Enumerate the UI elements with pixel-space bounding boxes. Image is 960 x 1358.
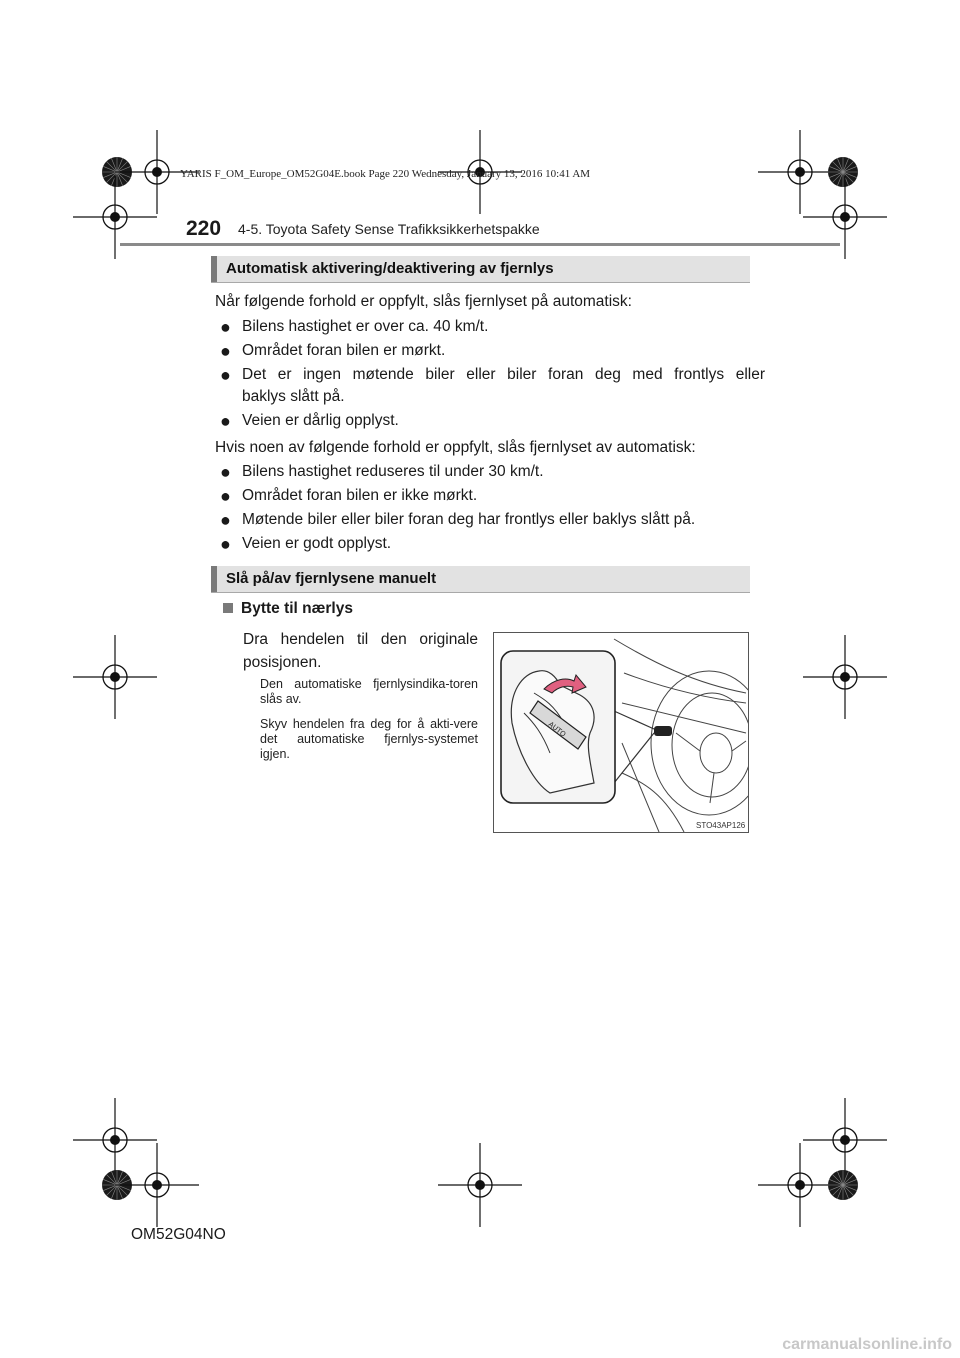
bullet-dot-icon: ● [220, 486, 231, 506]
instruction: Dra hendelen til den originale posisjonen. [243, 631, 478, 671]
registration-crosshair-icon [803, 1098, 887, 1182]
list-item-text: Veien er dårlig opplyst. [242, 412, 399, 429]
bullet-dot-icon: ● [220, 411, 231, 431]
registration-crosshair-icon [73, 175, 157, 259]
section-title: Slå på/av fjernlysene manuelt [226, 570, 437, 587]
bullet-dot-icon: ● [220, 317, 231, 337]
section-heading-manual [211, 566, 750, 593]
registration-crosshair-icon [115, 1143, 199, 1227]
registration-crosshair-icon [803, 175, 887, 259]
list-item-text: baklys slått på. [242, 388, 345, 405]
running-header: 4-5. Toyota Safety Sense Trafikksikkerhetspakke [238, 221, 540, 237]
section-heading-auto [211, 256, 750, 283]
watermark: carmanualsonline.info [782, 1336, 952, 1353]
starburst-mark-icon [828, 1170, 858, 1200]
list-item-text: Bilens hastighet reduseres til under 30 km/t. [242, 463, 544, 480]
page-number: 220 [186, 217, 222, 240]
section-title: Automatisk aktivering/deaktivering av fjernlys [226, 260, 554, 277]
section-accent [211, 566, 217, 592]
list-item-text: Det er ingen møtende biler eller biler foran deg med frontlys eller [242, 366, 765, 383]
intro-off: Hvis noen av følgende forhold er oppfylt, slås fjernlyset av automatisk: [215, 439, 696, 456]
lever-drawing [494, 633, 748, 832]
registration-crosshair-icon [73, 635, 157, 719]
bullet-dot-icon: ● [220, 341, 231, 361]
lever-label: AUTO [546, 720, 568, 739]
starburst-mark-icon [828, 157, 858, 187]
bullet-dot-icon: ● [220, 365, 231, 385]
section-accent [211, 256, 217, 282]
list-item-text: Området foran bilen er ikke mørkt. [242, 487, 478, 504]
subheading [223, 600, 353, 618]
bullet-dot-icon: ● [220, 510, 231, 530]
subheading-text: Bytte til nærlys [241, 600, 353, 617]
header-rule [120, 243, 840, 246]
note: Skyv hendelen fra deg for å akti-vere det automatiske fjernlys-systemet igjen. [260, 717, 478, 761]
footer-code: OM52G04NO [131, 1226, 226, 1243]
registration-crosshair-icon [73, 1098, 157, 1182]
print-info: YARIS F_OM_Europe_OM52G04E.book Page 220 Wednesday, January 13, 2016 10:41 AM [180, 168, 591, 180]
list-item-text: Møtende biler eller biler foran deg har frontlys eller baklys slått på. [242, 511, 696, 528]
intro-on: Når følgende forhold er oppfylt, slås fjernlyset på automatisk: [215, 293, 632, 310]
bullet-dot-icon: ● [220, 462, 231, 482]
bullet-dot-icon: ● [220, 534, 231, 554]
list-item-text: Bilens hastighet er over ca. 40 km/t. [242, 318, 489, 335]
lever-illustration [493, 632, 749, 833]
note: Den automatiske fjernlysindika-toren slås av. [260, 677, 478, 706]
list-item-text: Området foran bilen er mørkt. [242, 342, 446, 359]
registration-crosshair-icon [438, 1143, 522, 1227]
list-item-text: Veien er godt opplyst. [242, 535, 392, 552]
figure-code: STO43AP126 [696, 821, 746, 830]
registration-crosshair-icon [803, 635, 887, 719]
square-bullet-icon [223, 603, 233, 613]
